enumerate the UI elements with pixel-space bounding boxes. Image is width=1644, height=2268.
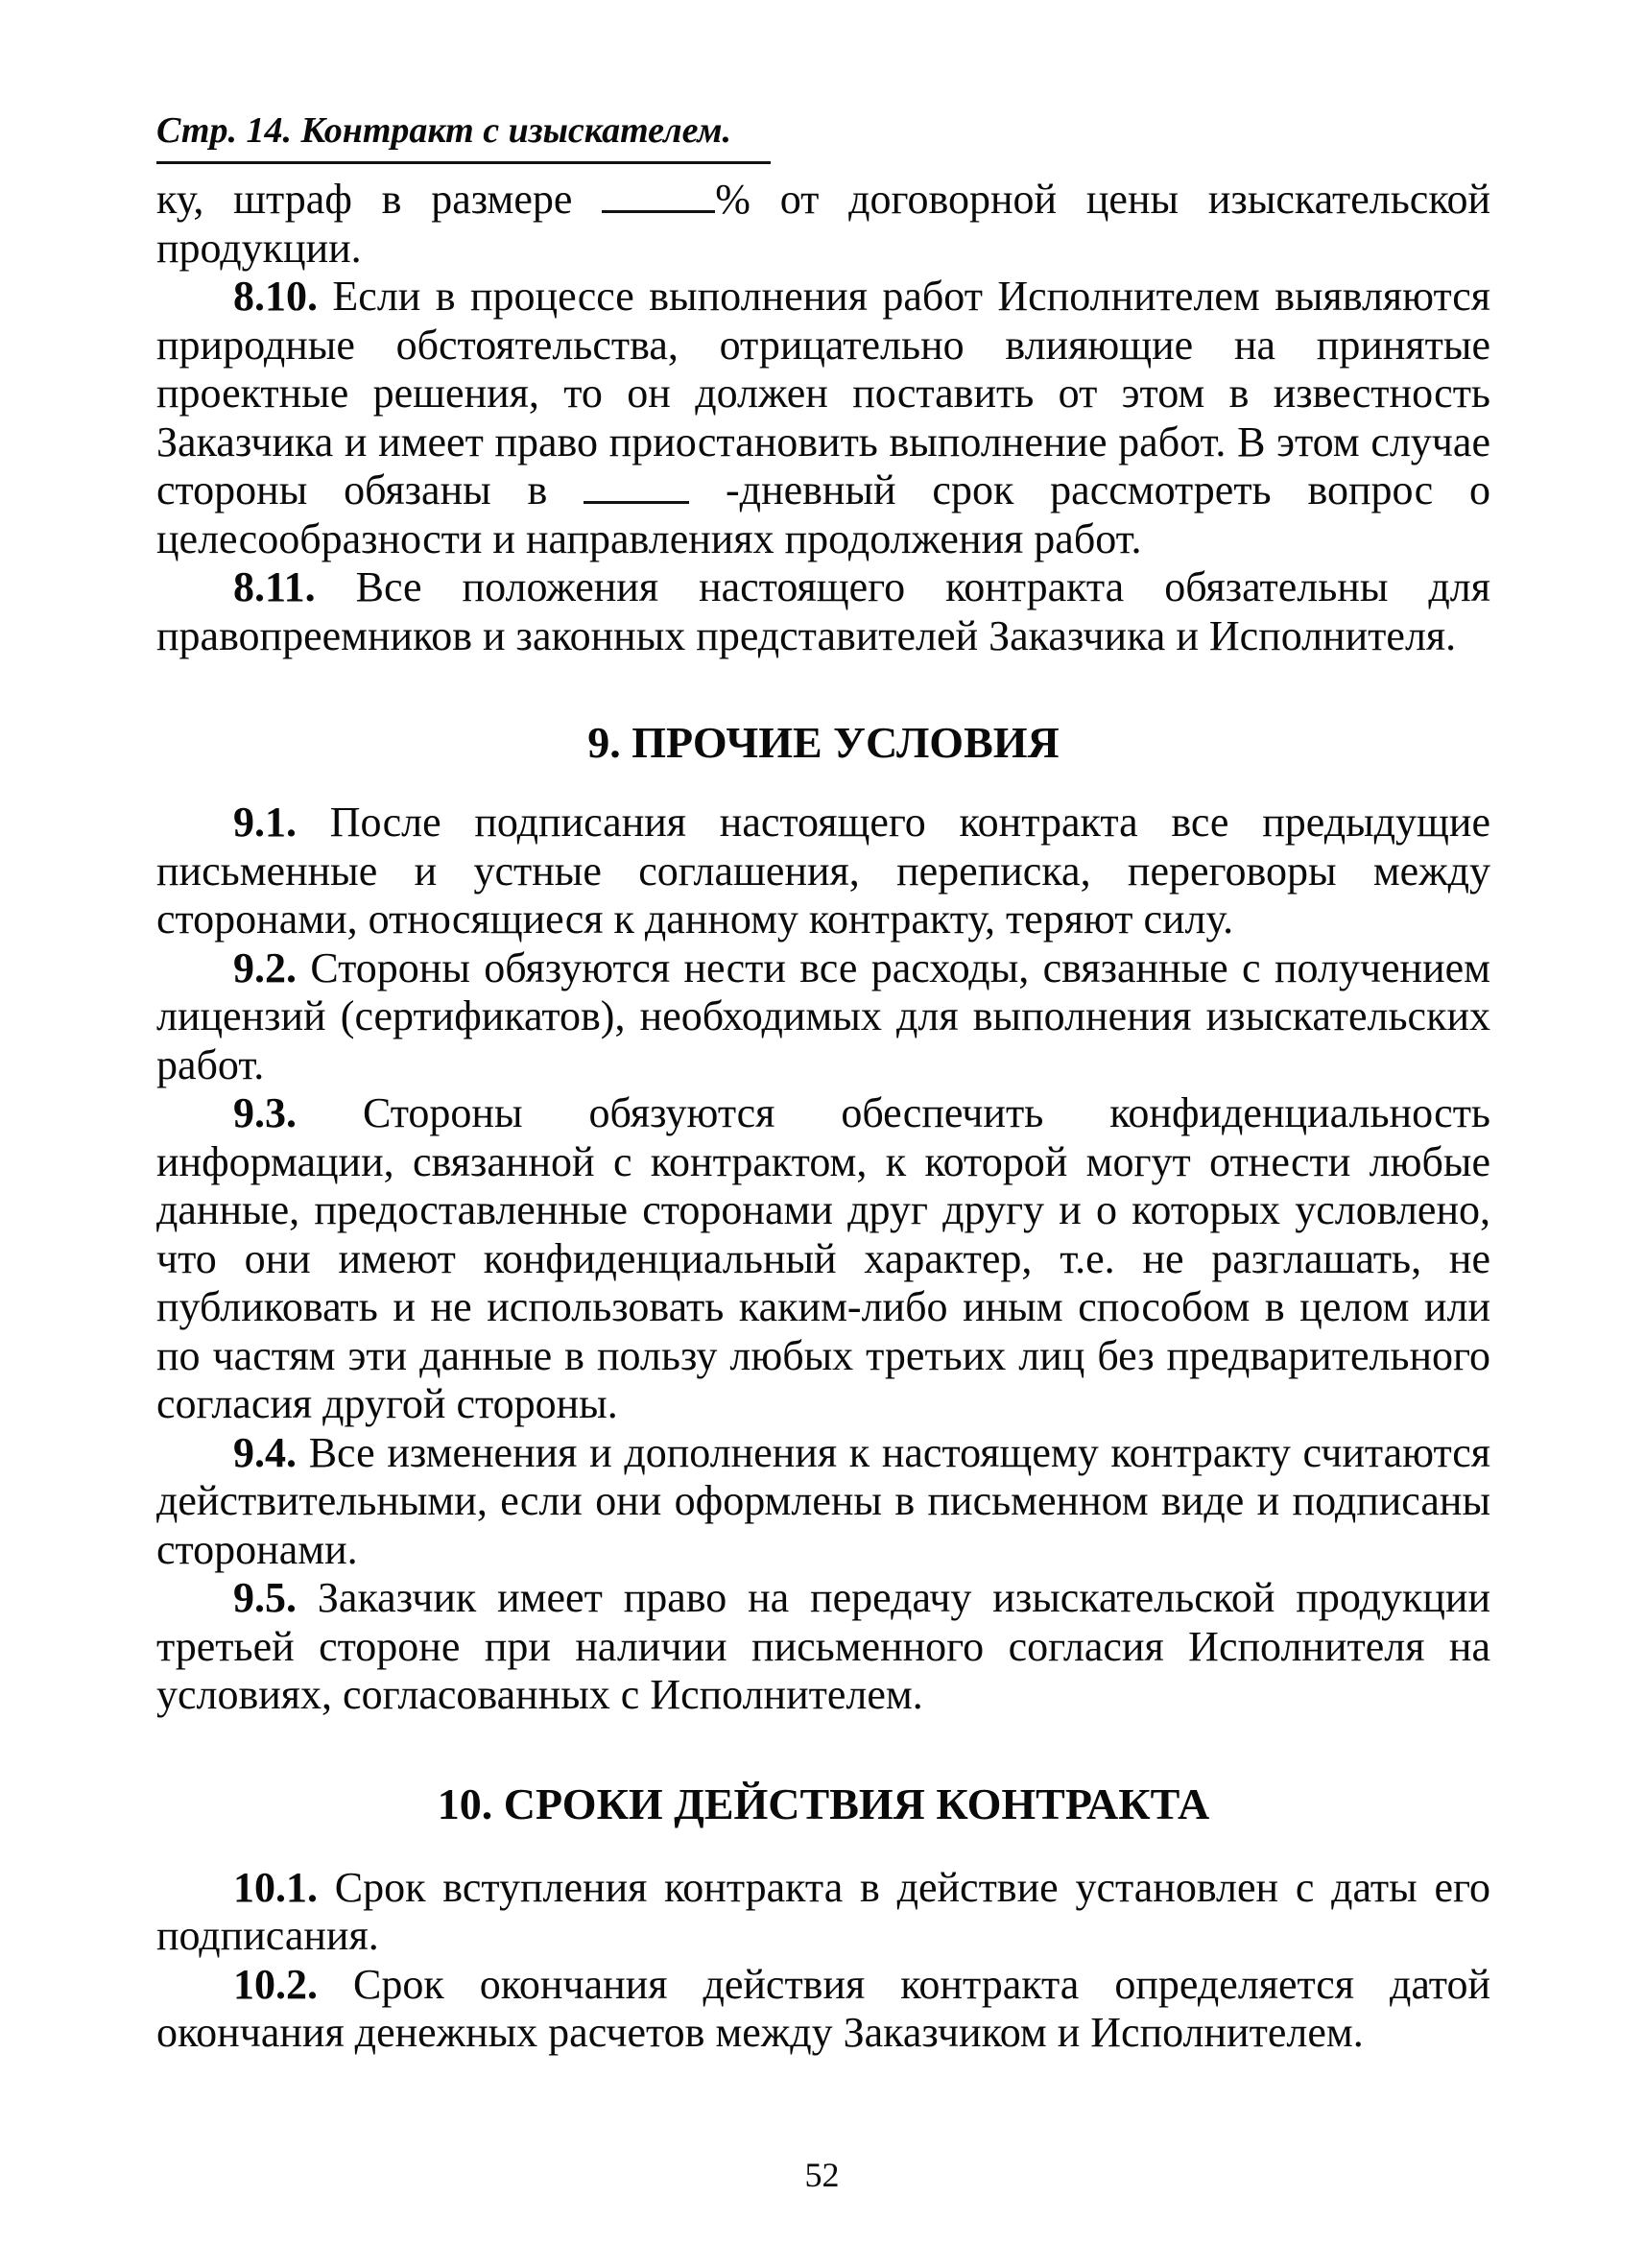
- clause-text: Срок окончания действия контракта определяется датой окончания денежных расчетов между Заказчиком и Исполнителем.: [156, 1960, 1490, 2056]
- clause-10-1: [156, 1864, 1490, 1961]
- clause-number: 10.2.: [233, 1960, 318, 2008]
- clause-text: Срок вступления контракта в действие установлен с даты его подписания.: [156, 1863, 1490, 1959]
- section-title-9: 9. ПРОЧИЕ УСЛОВИЯ: [587, 718, 1060, 767]
- clause-text: Заказчик имеет право на передачу изыскательской продукции третьей стороне при наличии письменного согласия Исполнителя на условиях, согласованных с Исполнителем.: [156, 1574, 1490, 1718]
- fill-in-blank: [584, 468, 689, 504]
- clause-10-2: [156, 1961, 1490, 2058]
- clause-text-start: Если в процессе выполнения работ Исполнителем выявляются природные обстоятельства, отрицательно влияющие на принятые проектные решения, то он должен поставить от этом в известность Заказчика и имеет право приостановить выполнение работ. В этом случае стороны обязаны в: [156, 273, 1490, 513]
- clause-text: После подписания настоящего контракта все предыдущие письменные и устные соглашения, переписка, переговоры между сторонами, относящиеся к данному контракту, теряют силу.: [156, 799, 1490, 943]
- clause-9-2: [156, 944, 1490, 1090]
- fill-in-blank: [602, 178, 715, 213]
- clause-text: Стороны обязуются нести все расходы, связанные с получением лицензий (сертификатов), необходимых для выполнения изыскательских работ.: [156, 943, 1490, 1088]
- clause-text: Все положения настоящего контракта обязательны для правопреемников и законных представителей Заказчика и Исполнителя.: [156, 563, 1490, 659]
- document-page: [156, 107, 1490, 2058]
- clause-text-end: -дневный срок рассмотреть вопрос о целесообразности и направлениях продолжения работ.: [156, 466, 1490, 562]
- continuation-paragraph: [156, 176, 1490, 273]
- clause-9-5: [156, 1574, 1490, 1720]
- continuation-text-end: % от договорной цены изыскательской продукции.: [156, 176, 1491, 272]
- clause-number: 8.11.: [233, 563, 316, 610]
- clause-text: Стороны обязуются обеспечить конфиденциальность информации, связанной с контрактом, к которой могут отнести любые данные, предоставленные сторонами друг другу и о которых условлено, что они имеют конфиденциальный характер, т.е. не разглашать, не публиковать и не использовать каким-либо иным способом в целом или по частям эти данные в пользу любых третьих лиц без предварительного согласия другой стороны.: [156, 1089, 1490, 1427]
- clause-number: 9.3.: [233, 1089, 297, 1136]
- clause-number: 9.2.: [233, 943, 297, 991]
- running-header: Стр. 14. Контракт с изыскателем.: [156, 107, 771, 164]
- clause-9-1: [156, 799, 1490, 944]
- clause-number: 9.1.: [233, 799, 297, 846]
- clause-9-4: [156, 1429, 1490, 1575]
- clause-number: 9.5.: [233, 1574, 297, 1621]
- page-number: 52: [804, 2156, 840, 2194]
- clause-text: Все изменения и дополнения к настоящему контракту считаются действительными, если они оформлены в письменном виде и подписаны сторонами.: [156, 1428, 1490, 1573]
- clause-8-11: [156, 563, 1490, 660]
- section-title-10: 10. СРОКИ ДЕЙСТВИЯ КОНТРАКТА: [437, 1779, 1210, 1828]
- clause-9-3: [156, 1089, 1490, 1429]
- clause-8-10: [156, 273, 1490, 563]
- clause-number: 9.4.: [233, 1428, 297, 1476]
- clause-number: 10.1.: [233, 1863, 318, 1911]
- clause-number: 8.10.: [233, 273, 318, 320]
- continuation-text-start: ку, штраф в размере: [156, 176, 603, 223]
